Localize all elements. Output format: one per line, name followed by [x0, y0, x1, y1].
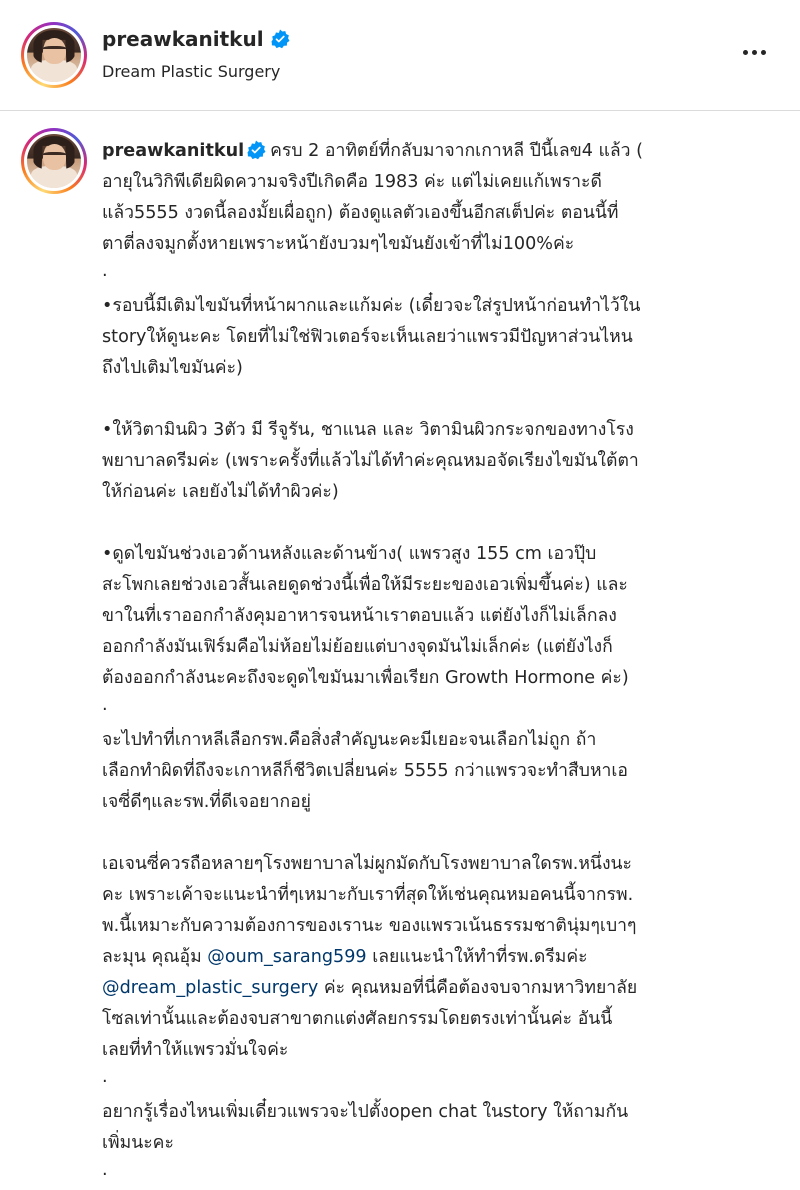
mention-link-dream[interactable]: @dream_plastic_surgery [102, 978, 319, 998]
post-header [0, 0, 800, 111]
caption-text: ละมุน คุณอุ้ม [102, 947, 208, 967]
caption-line: เพิ่มนะคะ [102, 1133, 174, 1153]
header-username[interactable]: preawkanitkul [102, 27, 264, 51]
caption-dot: . [102, 695, 108, 715]
caption-line: ให้ก่อนค่ะ เลยยังไม่ได้ทำผิวค่ะ) [102, 482, 339, 502]
caption-avatar[interactable] [21, 128, 87, 194]
caption-line: คะ เพราะเค้าจะแนะนำที่ๆเหมาะกับเราที่สุดให้เช่นคุณหมอคนนี้จากรพ. [102, 885, 634, 905]
caption-line: อยากรู้เรื่องไหนเพิ่มเดี๋ยวแพรวจะไปตั้งopen chat ในstory ให้ถามกัน [102, 1102, 629, 1122]
caption-line: ต้องออกกำลังนะคะถึงจะดูดไขมันมาเพื่อเรียก Growth Hormone ค่ะ) [102, 668, 629, 688]
caption-line: เอเจนซี่ควรถือหลายๆโรงพยาบาลไม่ผูกมัดกับโรงพยาบาลใดรพ.หนึ่งนะ [102, 854, 633, 874]
caption-line: เจซี่ดีๆและรพ.ที่ดีเจอยากอยู่ [102, 792, 311, 812]
caption-line: •ให้วิตามินผิว 3ตัว มี รีจูรัน, ชาแนล และ วิตามินผิวกระจกของทางโรง [102, 420, 634, 440]
more-options-button[interactable] [738, 40, 770, 64]
caption-line: พ.นี้เหมาะกับความต้องการของเรานะ ของแพรวเน้นธรรมชาตินุ่มๆเบาๆ [102, 916, 637, 936]
caption-text: ครบ 2 อาทิตย์ที่กลับมาจากเกาหลี ปีนี้เลข4 แล้ว ( [270, 141, 643, 161]
verified-badge-icon [270, 29, 290, 49]
more-dot [752, 50, 757, 55]
verified-badge-icon [246, 140, 266, 160]
post-caption [102, 136, 762, 1190]
more-horizontal-icon [743, 50, 748, 55]
caption-line: จะไปทำที่เกาหลีเลือกรพ.คือสิ่งสำคัญนะคะมีเยอะจนเลือกไม่ถูก ถ้า [102, 730, 597, 750]
caption-line: •รอบนี้มีเติมไขมันที่หน้าผากและแก้มค่ะ (เดี๋ยวจะใส่รูปหน้าก่อนทำไว้ใน [102, 296, 641, 316]
caption-text: ค่ะ คุณหมอที่นี่คือต้องจบจากมหาวิทยาลัย [318, 978, 638, 998]
caption-line: แล้ว5555 งวดนี้ลองมั้ยเผื่อถูก) ต้องดูแลตัวเองขึ้นอีกสเต็ปค่ะ ตอนนี้ที่ [102, 203, 619, 223]
caption-line: ออกกำลังมันเฟิร์มคือไม่ห้อยไม่ย้อยแต่บางจุดมันไม่เล็กค่ะ (แต่ยังไงก็ [102, 637, 613, 657]
caption-line: •ดูดไขมันช่วงเอวด้านหลังและด้านข้าง( แพรวสูง 155 cm เอวปุ๊บ [102, 544, 597, 564]
caption-dot: . [102, 261, 108, 281]
header-username-row[interactable] [102, 27, 290, 51]
caption-line: ถึงไปเติมไขมันค่ะ) [102, 358, 243, 378]
caption-line: เลยที่ทำให้แพรวมั่นใจค่ะ [102, 1040, 289, 1060]
more-dot [761, 50, 766, 55]
caption-text: เลยแนะนำให้ทำที่รพ.ดรีมค่ะ [366, 947, 588, 967]
mention-link-oum[interactable]: @oum_sarang599 [207, 947, 367, 967]
caption-line: storyให้ดูนะคะ โดยที่ไม่ใช่ฟิวเตอร์จะเห็นเลยว่าแพรวมีปัญหาส่วนไหน [102, 327, 633, 347]
location-label[interactable]: Dream Plastic Surgery [102, 62, 281, 81]
caption-line: พยาบาลดรีมค่ะ (เพราะครั้งที่แล้วไม่ได้ทำค่ะคุณหมอจัดเรียงไขมันใต้ตา [102, 451, 639, 471]
caption-line: เลือกทำผิดที่ถึงจะเกาหลีก็ชีวิตเปลี่ยนค่ะ 5555 กว่าแพรวจะทำสืบหาเอ [102, 761, 628, 781]
caption-dot: . [102, 1160, 108, 1180]
caption-dot: . [102, 1067, 108, 1087]
caption-line: อายุในวิกิพีเดียผิดความจริงปีเกิดคือ 1983 ค่ะ แต่ไม่เคยแก้เพราะดี [102, 172, 602, 192]
caption-line: ขาในที่เราออกกำลังคุมอาหารจนหน้าเราตอบแล้ว แต่ยังไงก็ไม่เล็กลง [102, 606, 617, 626]
profile-avatar[interactable] [21, 22, 87, 88]
caption-line: โซลเท่านั้นและต้องจบสาขาตกแต่งศัลยกรรมโดยตรงเท่านั้นค่ะ อันนี้ [102, 1009, 613, 1029]
caption-line: ตาตี่ลงจมูกตั้งหายเพราะหน้ายังบวมๆไขมันยังเข้าที่ไม่100%ค่ะ [102, 234, 575, 254]
caption-line: สะโพกเลยช่วงเอวสั้นเลยดูดช่วงนี้เพื่อให้มีระยะของเอวเพิ่มขึ้นค่ะ) และ [102, 575, 628, 595]
caption-username[interactable]: preawkanitkul [102, 141, 245, 161]
